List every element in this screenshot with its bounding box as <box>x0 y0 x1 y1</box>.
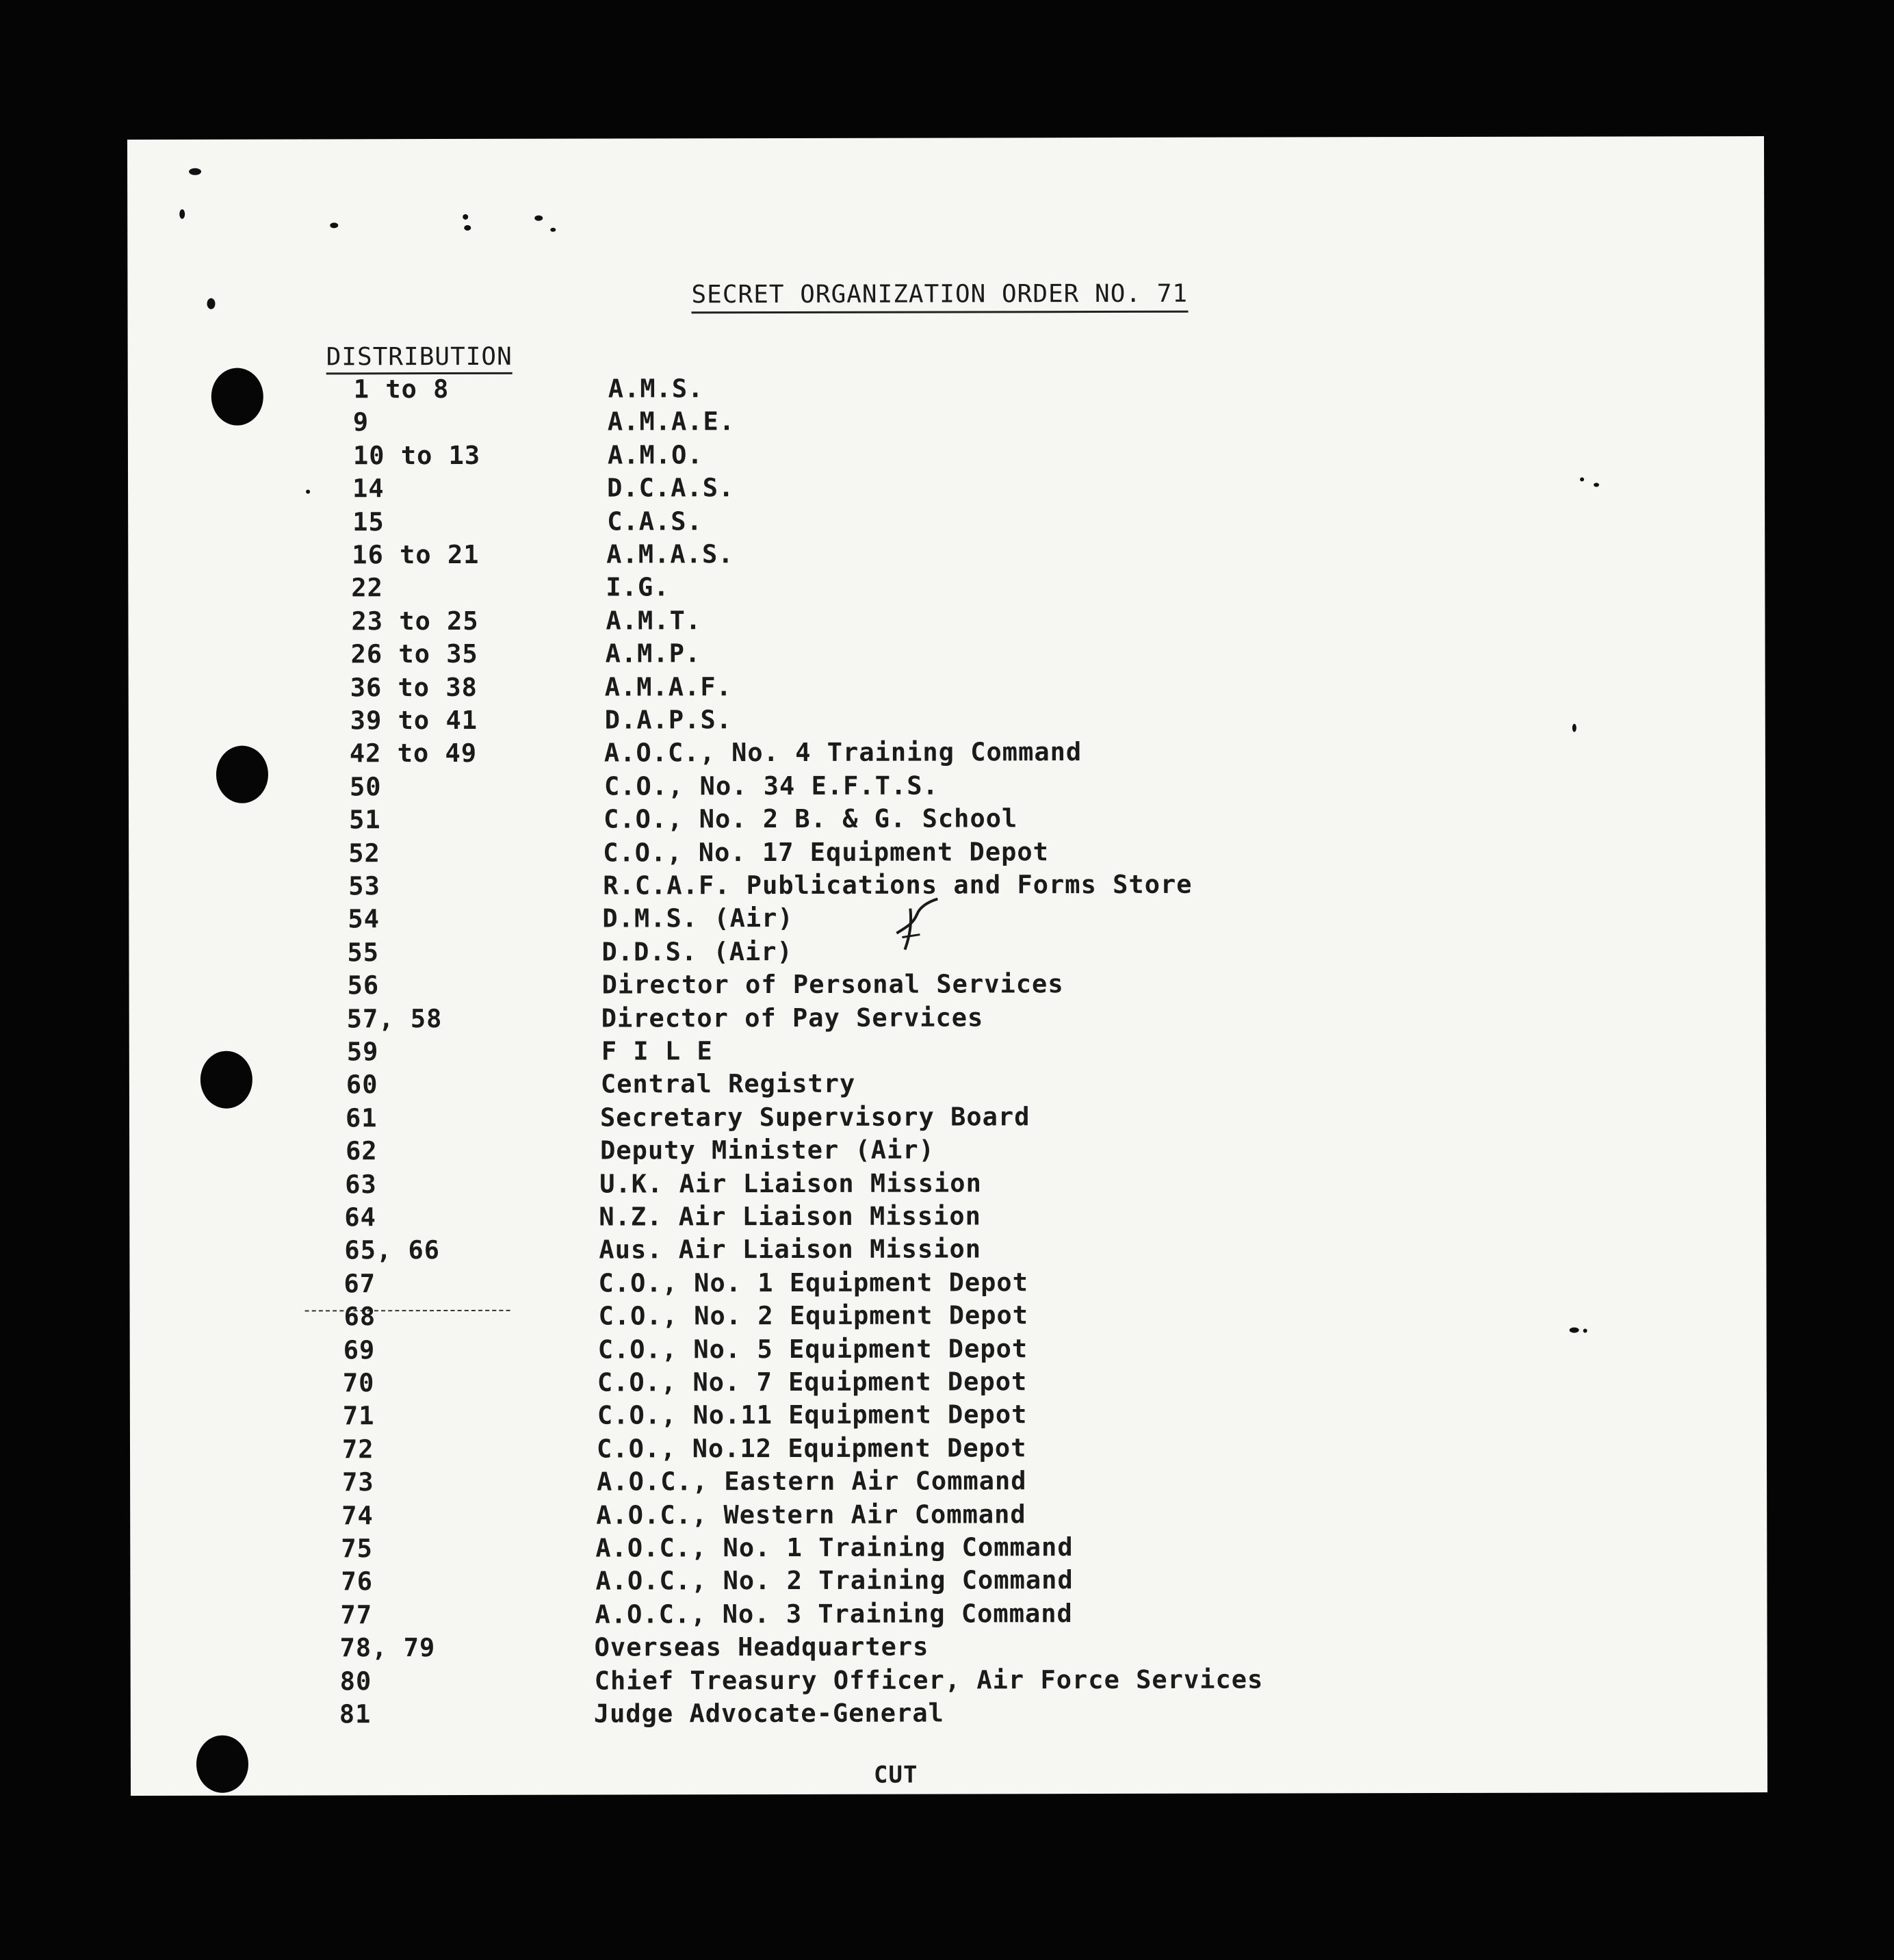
recipient: D.A.P.S. <box>604 705 733 735</box>
copy-numbers: 68 <box>343 1302 376 1332</box>
copy-numbers: 69 <box>343 1334 376 1365</box>
distribution-heading: DISTRIBUTION <box>326 343 513 375</box>
recipient: Deputy Minister (Air) <box>600 1135 935 1165</box>
copy-numbers: 15 <box>352 506 385 537</box>
copy-numbers: 67 <box>343 1269 376 1299</box>
recipient: A.M.P. <box>605 639 701 669</box>
recipient: C.O., No. 2 Equipment Depot <box>598 1300 1029 1331</box>
recipient: C.O., No. 2 B. & G. School <box>604 803 1018 834</box>
recipient: C.O., No. 5 Equipment Depot <box>597 1333 1028 1365</box>
recipient: C.O., No.11 Equipment Depot <box>597 1400 1028 1430</box>
recipient: F I L E <box>601 1036 713 1066</box>
copy-numbers: 56 <box>347 970 380 1001</box>
copy-numbers: 26 to 35 <box>350 639 478 669</box>
copy-numbers: 72 <box>341 1434 374 1465</box>
copy-numbers: 59 <box>346 1037 379 1067</box>
recipient: Judge Advocate-General <box>593 1698 944 1729</box>
copy-numbers: 54 <box>348 904 380 934</box>
document-page <box>127 136 1767 1796</box>
distribution-list <box>127 136 1767 1796</box>
recipient: A.M.T. <box>606 606 702 636</box>
copy-numbers: 76 <box>341 1566 374 1597</box>
copy-numbers: 39 to 41 <box>350 705 478 736</box>
recipient: A.M.A.E. <box>607 407 736 437</box>
recipient: A.O.C., Western Air Command <box>596 1499 1026 1530</box>
copy-numbers: 1 to 8 <box>353 374 450 404</box>
recipient: I.G. <box>606 572 670 602</box>
recipient: C.O., No. 34 E.F.T.S. <box>604 771 939 801</box>
recipient: A.M.A.F. <box>604 671 732 702</box>
recipient: C.O., No. 1 Equipment Depot <box>598 1267 1028 1298</box>
recipient: A.O.C., No. 1 Training Command <box>595 1532 1074 1563</box>
recipient: A.O.C., No. 3 Training Command <box>595 1598 1073 1629</box>
page-title: SECRET ORGANIZATION ORDER NO. 71 <box>691 280 1188 314</box>
copy-numbers: 78, 79 <box>339 1633 436 1663</box>
recipient: C.O., No. 17 Equipment Depot <box>603 836 1049 868</box>
copy-numbers: 73 <box>342 1467 374 1497</box>
recipient: A.M.O. <box>607 440 703 470</box>
copy-numbers: 9 <box>352 407 369 437</box>
recipient: D.C.A.S. <box>607 473 735 503</box>
recipient: C.A.S. <box>607 506 703 537</box>
copy-numbers: 22 <box>351 573 383 603</box>
copy-numbers: 57, 58 <box>346 1003 443 1033</box>
copy-numbers: 65, 66 <box>344 1235 441 1265</box>
copy-numbers: 62 <box>346 1136 378 1166</box>
recipient: A.O.C., No. 4 Training Command <box>604 737 1082 768</box>
copy-numbers: 36 to 38 <box>350 672 478 702</box>
recipient: Central Registry <box>600 1069 856 1099</box>
recipient: R.C.A.F. Publications and Forms Store <box>603 869 1193 901</box>
copy-numbers: 14 <box>352 474 385 504</box>
copy-numbers: 63 <box>345 1169 377 1199</box>
recipient: Secretary Supervisory Board <box>599 1102 1030 1133</box>
copy-numbers: 80 <box>339 1666 372 1696</box>
copy-numbers: 53 <box>348 871 380 901</box>
copy-numbers: 81 <box>339 1699 372 1729</box>
recipient: C.O., No.12 Equipment Depot <box>596 1433 1027 1464</box>
cut-mark: CUT <box>873 1761 918 1789</box>
recipient: A.O.C., No. 2 Training Command <box>595 1565 1074 1596</box>
copy-numbers: 16 to 21 <box>352 539 480 570</box>
copy-numbers: 70 <box>342 1368 375 1398</box>
copy-numbers: 50 <box>349 772 382 802</box>
copy-numbers: 77 <box>340 1600 373 1630</box>
copy-numbers: 61 <box>345 1103 378 1133</box>
copy-numbers: 23 to 25 <box>351 606 479 636</box>
copy-numbers: 75 <box>341 1534 373 1564</box>
copy-numbers: 10 to 13 <box>352 440 481 471</box>
recipient: Chief Treasury Officer, Air Force Services <box>594 1664 1264 1696</box>
copy-numbers: 74 <box>341 1500 374 1530</box>
recipient: Director of Pay Services <box>601 1002 984 1033</box>
recipient: C.O., No. 7 Equipment Depot <box>597 1367 1028 1397</box>
recipient: Director of Personal Services <box>601 969 1064 1000</box>
recipient: N.Z. Air Liaison Mission <box>599 1201 981 1232</box>
copy-numbers: 60 <box>346 1070 378 1100</box>
copy-numbers: 64 <box>344 1202 376 1233</box>
recipient: A.M.S. <box>608 374 704 404</box>
recipient: Overseas Headquarters <box>594 1632 929 1662</box>
recipient: Aus. Air Liaison Mission <box>599 1234 982 1265</box>
recipient: A.M.A.S. <box>606 539 734 569</box>
copy-numbers: 51 <box>349 805 381 835</box>
copy-numbers: 71 <box>342 1401 375 1431</box>
copy-numbers: 42 to 49 <box>349 738 478 769</box>
copy-numbers: 55 <box>347 938 380 968</box>
recipient: U.K. Air Liaison Mission <box>599 1168 982 1199</box>
copy-numbers: 52 <box>348 838 380 868</box>
recipient: D.D.S. (Air) <box>601 936 793 967</box>
recipient: A.O.C., Eastern Air Command <box>597 1466 1027 1497</box>
recipient: D.M.S. (Air) <box>602 903 794 933</box>
